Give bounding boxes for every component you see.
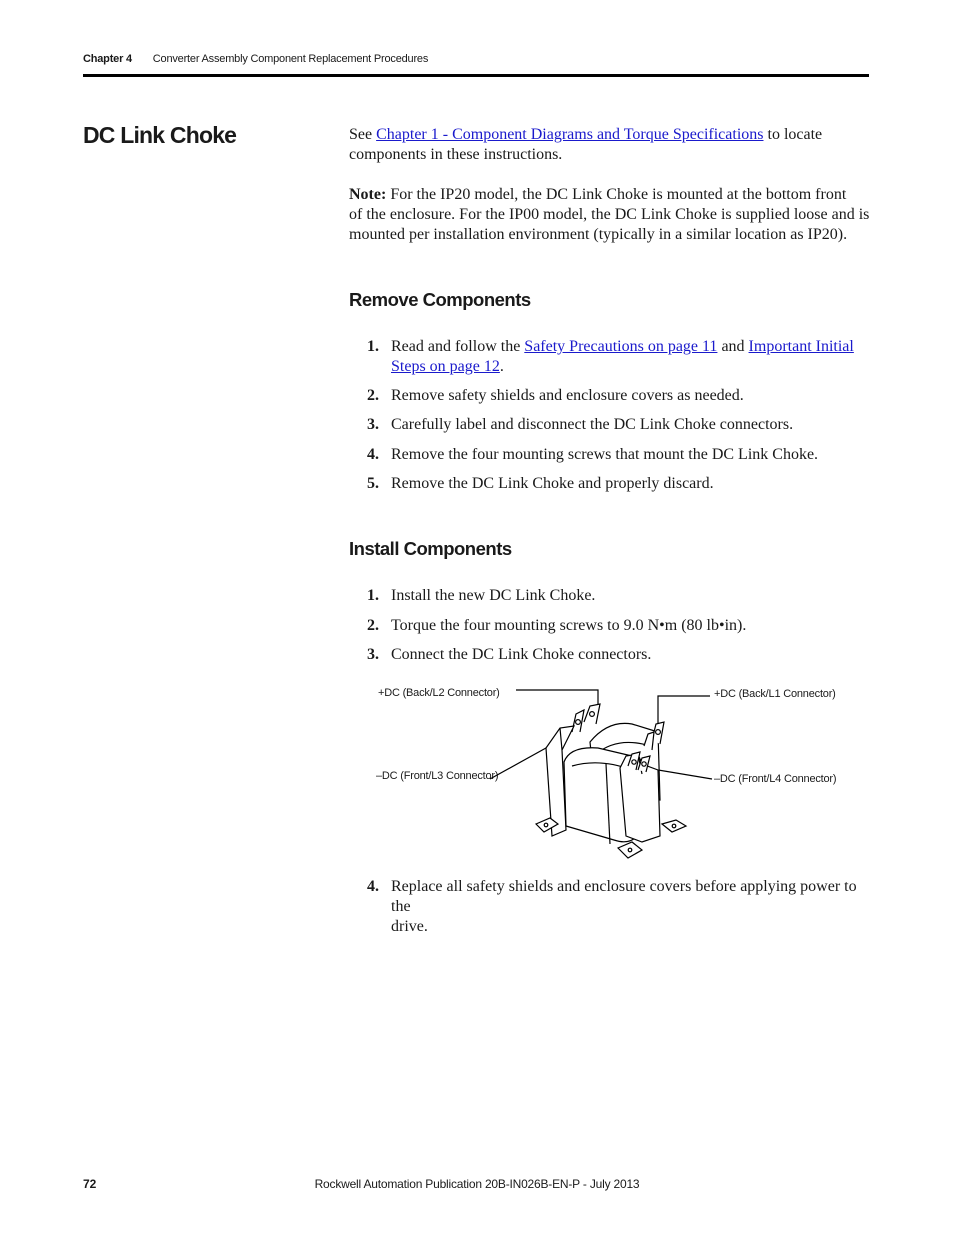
install-heading: Install Components bbox=[349, 538, 512, 559]
step-number: 3. bbox=[367, 646, 379, 663]
note-line3: mounted per installation environment (typically in a similar location as IP20). bbox=[349, 226, 848, 243]
step-number: 2. bbox=[367, 617, 379, 634]
step-number: 2. bbox=[367, 387, 379, 404]
remove-heading: Remove Components bbox=[349, 289, 531, 310]
intro-line2: components in these instructions. bbox=[349, 146, 563, 163]
step-text: drive. bbox=[391, 918, 428, 935]
install-steps-list bbox=[349, 586, 871, 665]
header-rule bbox=[83, 74, 869, 77]
section-title: DC Link Choke bbox=[83, 122, 237, 148]
list-item bbox=[349, 474, 871, 494]
remove-steps-list bbox=[349, 337, 871, 494]
step-number: 1. bbox=[367, 587, 379, 604]
step-text: Remove the four mounting screws that mount the DC Link Choke. bbox=[391, 446, 819, 463]
step-text: Connect the DC Link Choke connectors. bbox=[391, 646, 652, 663]
chapter1-link[interactable]: Chapter 1 - Component Diagrams and Torque Specifications bbox=[376, 126, 764, 143]
step-text: Replace all safety shields and enclosure covers before applying power to the bbox=[391, 878, 857, 915]
step-number: 4. bbox=[367, 446, 379, 463]
intro-after: to locate bbox=[767, 126, 823, 143]
note-paragraph bbox=[349, 185, 879, 245]
step-text: . bbox=[499, 358, 504, 375]
step-text: Install the new DC Link Choke. bbox=[391, 587, 596, 604]
list-item bbox=[349, 877, 871, 937]
step-text: and bbox=[721, 338, 745, 355]
header-chapter: Chapter 4 bbox=[83, 53, 132, 65]
label-dc-front-l4: –DC (Front/L4 Connector) bbox=[714, 773, 837, 785]
page-number: 72 bbox=[83, 1177, 97, 1191]
label-dc-front-l3: –DC (Front/L3 Connector) bbox=[376, 770, 499, 782]
label-dc-back-l2: +DC (Back/L2 Connector) bbox=[378, 687, 500, 699]
step-text: Torque the four mounting screws to 9.0 N•m (80 lb•in). bbox=[391, 617, 747, 634]
step-text: Carefully label and disconnect the DC Link Choke connectors. bbox=[391, 416, 794, 433]
safety-precautions-link[interactable]: Safety Precautions on page 11 bbox=[524, 338, 718, 355]
label-dc-back-l1: +DC (Back/L1 Connector) bbox=[714, 688, 836, 700]
list-item bbox=[349, 616, 871, 636]
important-initial-steps-link[interactable]: Important Initial bbox=[748, 338, 854, 355]
step-number: 1. bbox=[367, 338, 379, 355]
note-line1: For the IP20 model, the DC Link Choke is mounted at the bottom front bbox=[390, 186, 847, 203]
list-item bbox=[349, 445, 871, 465]
list-item bbox=[349, 586, 871, 606]
step-text: Remove safety shields and enclosure covers as needed. bbox=[391, 387, 744, 404]
step-number: 4. bbox=[367, 878, 379, 895]
dc-link-choke-figure bbox=[370, 680, 840, 870]
intro-see: See bbox=[349, 126, 373, 143]
note-line2: of the enclosure. For the IP00 model, the DC Link Choke is supplied loose and is bbox=[349, 206, 870, 223]
intro-paragraph bbox=[349, 125, 871, 165]
step-text: Remove the DC Link Choke and properly discard. bbox=[391, 475, 714, 492]
list-item bbox=[349, 645, 871, 665]
list-item bbox=[349, 386, 871, 406]
install-step4-list bbox=[349, 877, 871, 937]
important-initial-steps-link-cont[interactable]: Steps on page 12 bbox=[391, 358, 500, 375]
step-number: 5. bbox=[367, 475, 379, 492]
page-header bbox=[83, 53, 428, 65]
step-text: Read and follow the bbox=[391, 338, 521, 355]
list-item bbox=[349, 415, 871, 435]
note-label: Note: bbox=[349, 186, 387, 203]
choke-illustration bbox=[370, 680, 840, 870]
header-title: Converter Assembly Component Replacement Procedures bbox=[152, 53, 429, 65]
publication-footer: Rockwell Automation Publication 20B-IN026B-EN-P - July 2013 bbox=[314, 1177, 640, 1191]
list-item bbox=[349, 337, 871, 377]
step-number: 3. bbox=[367, 416, 379, 433]
